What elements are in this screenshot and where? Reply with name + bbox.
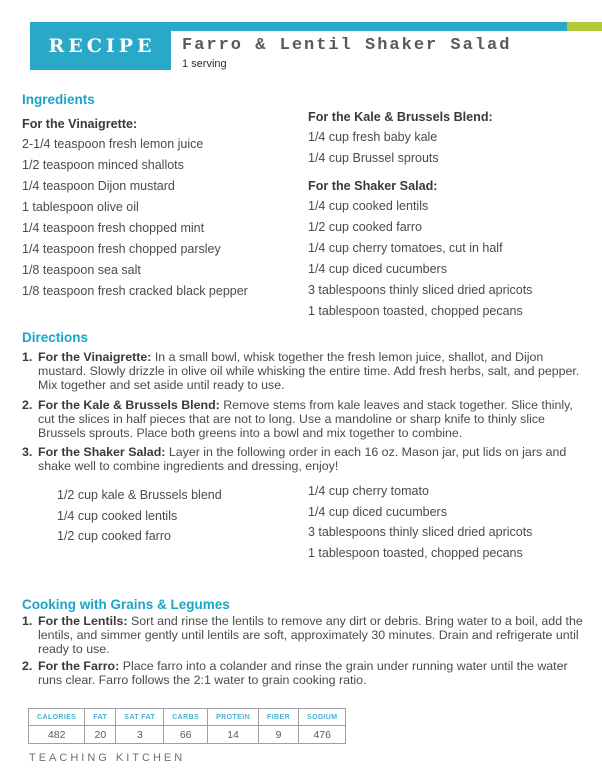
ingredients-column-left	[22, 107, 308, 302]
step-lead: For the Shaker Salad:	[38, 445, 166, 460]
step-lead: For the Vinaigrette:	[38, 350, 152, 364]
layering-item: 3 tablespoons thinly sliced dried apricots	[308, 525, 533, 539]
layering-list-left	[57, 481, 308, 547]
nutrition-header-cell: FIBER	[259, 709, 299, 726]
step-number: 2.	[22, 397, 33, 412]
ingredient-group-title-vinaigrette: For the Vinaigrette:	[22, 117, 138, 131]
ingredient-item: 1/4 teaspoon fresh chopped mint	[22, 221, 205, 235]
ingredients-heading: Ingredients	[22, 92, 95, 107]
ingredient-item: 1/8 teaspoon sea salt	[22, 263, 141, 277]
cooking-steps	[22, 614, 584, 687]
step-number: 3.	[22, 445, 33, 460]
nutrition-header-cell: CALORIES	[29, 709, 85, 726]
ingredient-item: 1/8 teaspoon fresh cracked black pepper	[22, 284, 248, 298]
nutrition-value-cell: 20	[85, 726, 116, 744]
step-number: 2.	[22, 658, 33, 673]
step-text: In a small bowl, whisk together the fresh lemon juice, shallot, and Dijon mustard. Slowly drizzle in olive oil while whisking the entire time. Add fresh herbs, salt, and pepper. Mix together and set aside until ready to use.	[38, 350, 580, 393]
step-text: Layer in the following order in each 16 oz. Mason jar, put lids on jars and shake well to combine ingredients and dressing, enjoy!	[38, 445, 567, 474]
step-number: 1.	[22, 614, 33, 628]
nutrition-header-cell: SODIUM	[299, 709, 346, 726]
ingredient-item: 1/2 teaspoon minced shallots	[22, 158, 184, 172]
ingredient-item: 1/4 cup fresh baby kale	[308, 130, 438, 144]
brand-footer: TEACHING KITCHEN	[29, 752, 186, 764]
ingredient-item: 1/4 cup Brussel sprouts	[308, 151, 439, 165]
step-lead: For the Kale & Brussels Blend:	[38, 397, 220, 412]
step-text: Sort and rinse the lentils to remove any dirt or debris. Bring water to a boil, add the lentils, and simmer gently until lentils are soft, approximately 30 minutes. Drain and refrigerate until ready to use.	[38, 614, 583, 657]
ingredient-item: 1/4 cup cooked lentils	[308, 199, 429, 213]
nutrition-value-cell: 66	[164, 726, 208, 744]
recipe-badge-label: RECIPE	[48, 35, 156, 57]
nutrition-header-cell: SAT FAT	[116, 709, 164, 726]
nutrition-value-cell: 9	[259, 726, 299, 744]
nutrition-header-cell: FAT	[85, 709, 116, 726]
serving-count: 1 serving	[182, 58, 227, 70]
ingredients-section	[22, 92, 584, 322]
nutrition-header-cell: CARBS	[164, 709, 208, 726]
directions-heading: Directions	[22, 330, 89, 345]
layering-lists	[57, 481, 584, 563]
ingredient-list-kale-brussels	[308, 127, 584, 169]
ingredient-item: 1/4 cup cherry tomatoes, cut in half	[308, 241, 503, 255]
header-accent-bar-green	[567, 22, 602, 31]
recipe-badge	[30, 22, 171, 70]
ingredient-item: 1/2 cup cooked farro	[308, 220, 422, 234]
directions-steps	[22, 350, 584, 474]
layering-item: 1 tablespoon toasted, chopped pecans	[308, 545, 523, 560]
nutrition-value-row	[29, 726, 346, 744]
ingredient-item: 3 tablespoons thinly sliced dried apricots	[308, 283, 533, 297]
step-text: Remove stems from kale leaves and stack together. Slice thinly, cut the slices in half pieces that are not to long. Use a mandoline or sharp knife to thinly slice Brussels sprouts. Place both greens into a bowl and mix together to combine.	[38, 397, 573, 441]
step-number: 1.	[22, 350, 33, 364]
direction-step	[22, 445, 584, 473]
ingredient-item: 2-1/4 teaspoon fresh lemon juice	[22, 137, 204, 151]
ingredient-item: 1 tablespoon olive oil	[22, 200, 139, 214]
layering-item: 1/2 cup kale & Brussels blend	[57, 488, 222, 502]
nutrition-value-cell: 476	[299, 726, 346, 744]
step-text: Place farro into a colander and rinse the grain under running water until the water runs clear. Farro follows the 2:1 water to grain cooking ratio.	[38, 658, 568, 687]
layering-item: 1/4 cup diced cucumbers	[308, 504, 447, 519]
nutrition-header-cell: PROTEIN	[208, 709, 259, 726]
cooking-step	[22, 614, 584, 657]
ingredient-list-vinaigrette	[22, 134, 308, 302]
cooking-step	[22, 659, 584, 687]
nutrition-table	[28, 708, 346, 744]
recipe-title: Farro & Lentil Shaker Salad	[182, 36, 512, 55]
layering-item: 1/4 cup cherry tomato	[308, 484, 429, 498]
ingredients-column-right	[308, 107, 584, 322]
directions-section	[22, 330, 584, 474]
nutrition-header-row	[29, 709, 346, 726]
ingredients-columns	[22, 107, 584, 322]
step-lead: For the Lentils:	[38, 614, 128, 628]
ingredient-group-title-shaker-salad: For the Shaker Salad:	[308, 179, 438, 193]
cooking-section	[22, 597, 584, 687]
ingredient-group-title-kale-brussels: For the Kale & Brussels Blend:	[308, 110, 493, 124]
direction-step	[22, 398, 584, 441]
nutrition-value-cell: 482	[29, 726, 85, 744]
layering-item: 1/4 cup cooked lentils	[57, 508, 178, 523]
ingredient-item: 1/4 cup diced cucumbers	[308, 262, 447, 276]
ingredient-item: 1/4 teaspoon fresh chopped parsley	[22, 242, 221, 256]
cooking-heading: Cooking with Grains & Legumes	[22, 597, 230, 612]
ingredient-list-shaker-salad	[308, 196, 584, 322]
nutrition-value-cell: 14	[208, 726, 259, 744]
layering-item: 1/2 cup cooked farro	[57, 529, 171, 543]
ingredient-item: 1 tablespoon toasted, chopped pecans	[308, 304, 523, 318]
step-lead: For the Farro:	[38, 658, 120, 673]
layering-list-right	[308, 481, 584, 563]
nutrition-value-cell: 3	[116, 726, 164, 744]
direction-step	[22, 350, 584, 393]
ingredient-item: 1/4 teaspoon Dijon mustard	[22, 179, 175, 193]
